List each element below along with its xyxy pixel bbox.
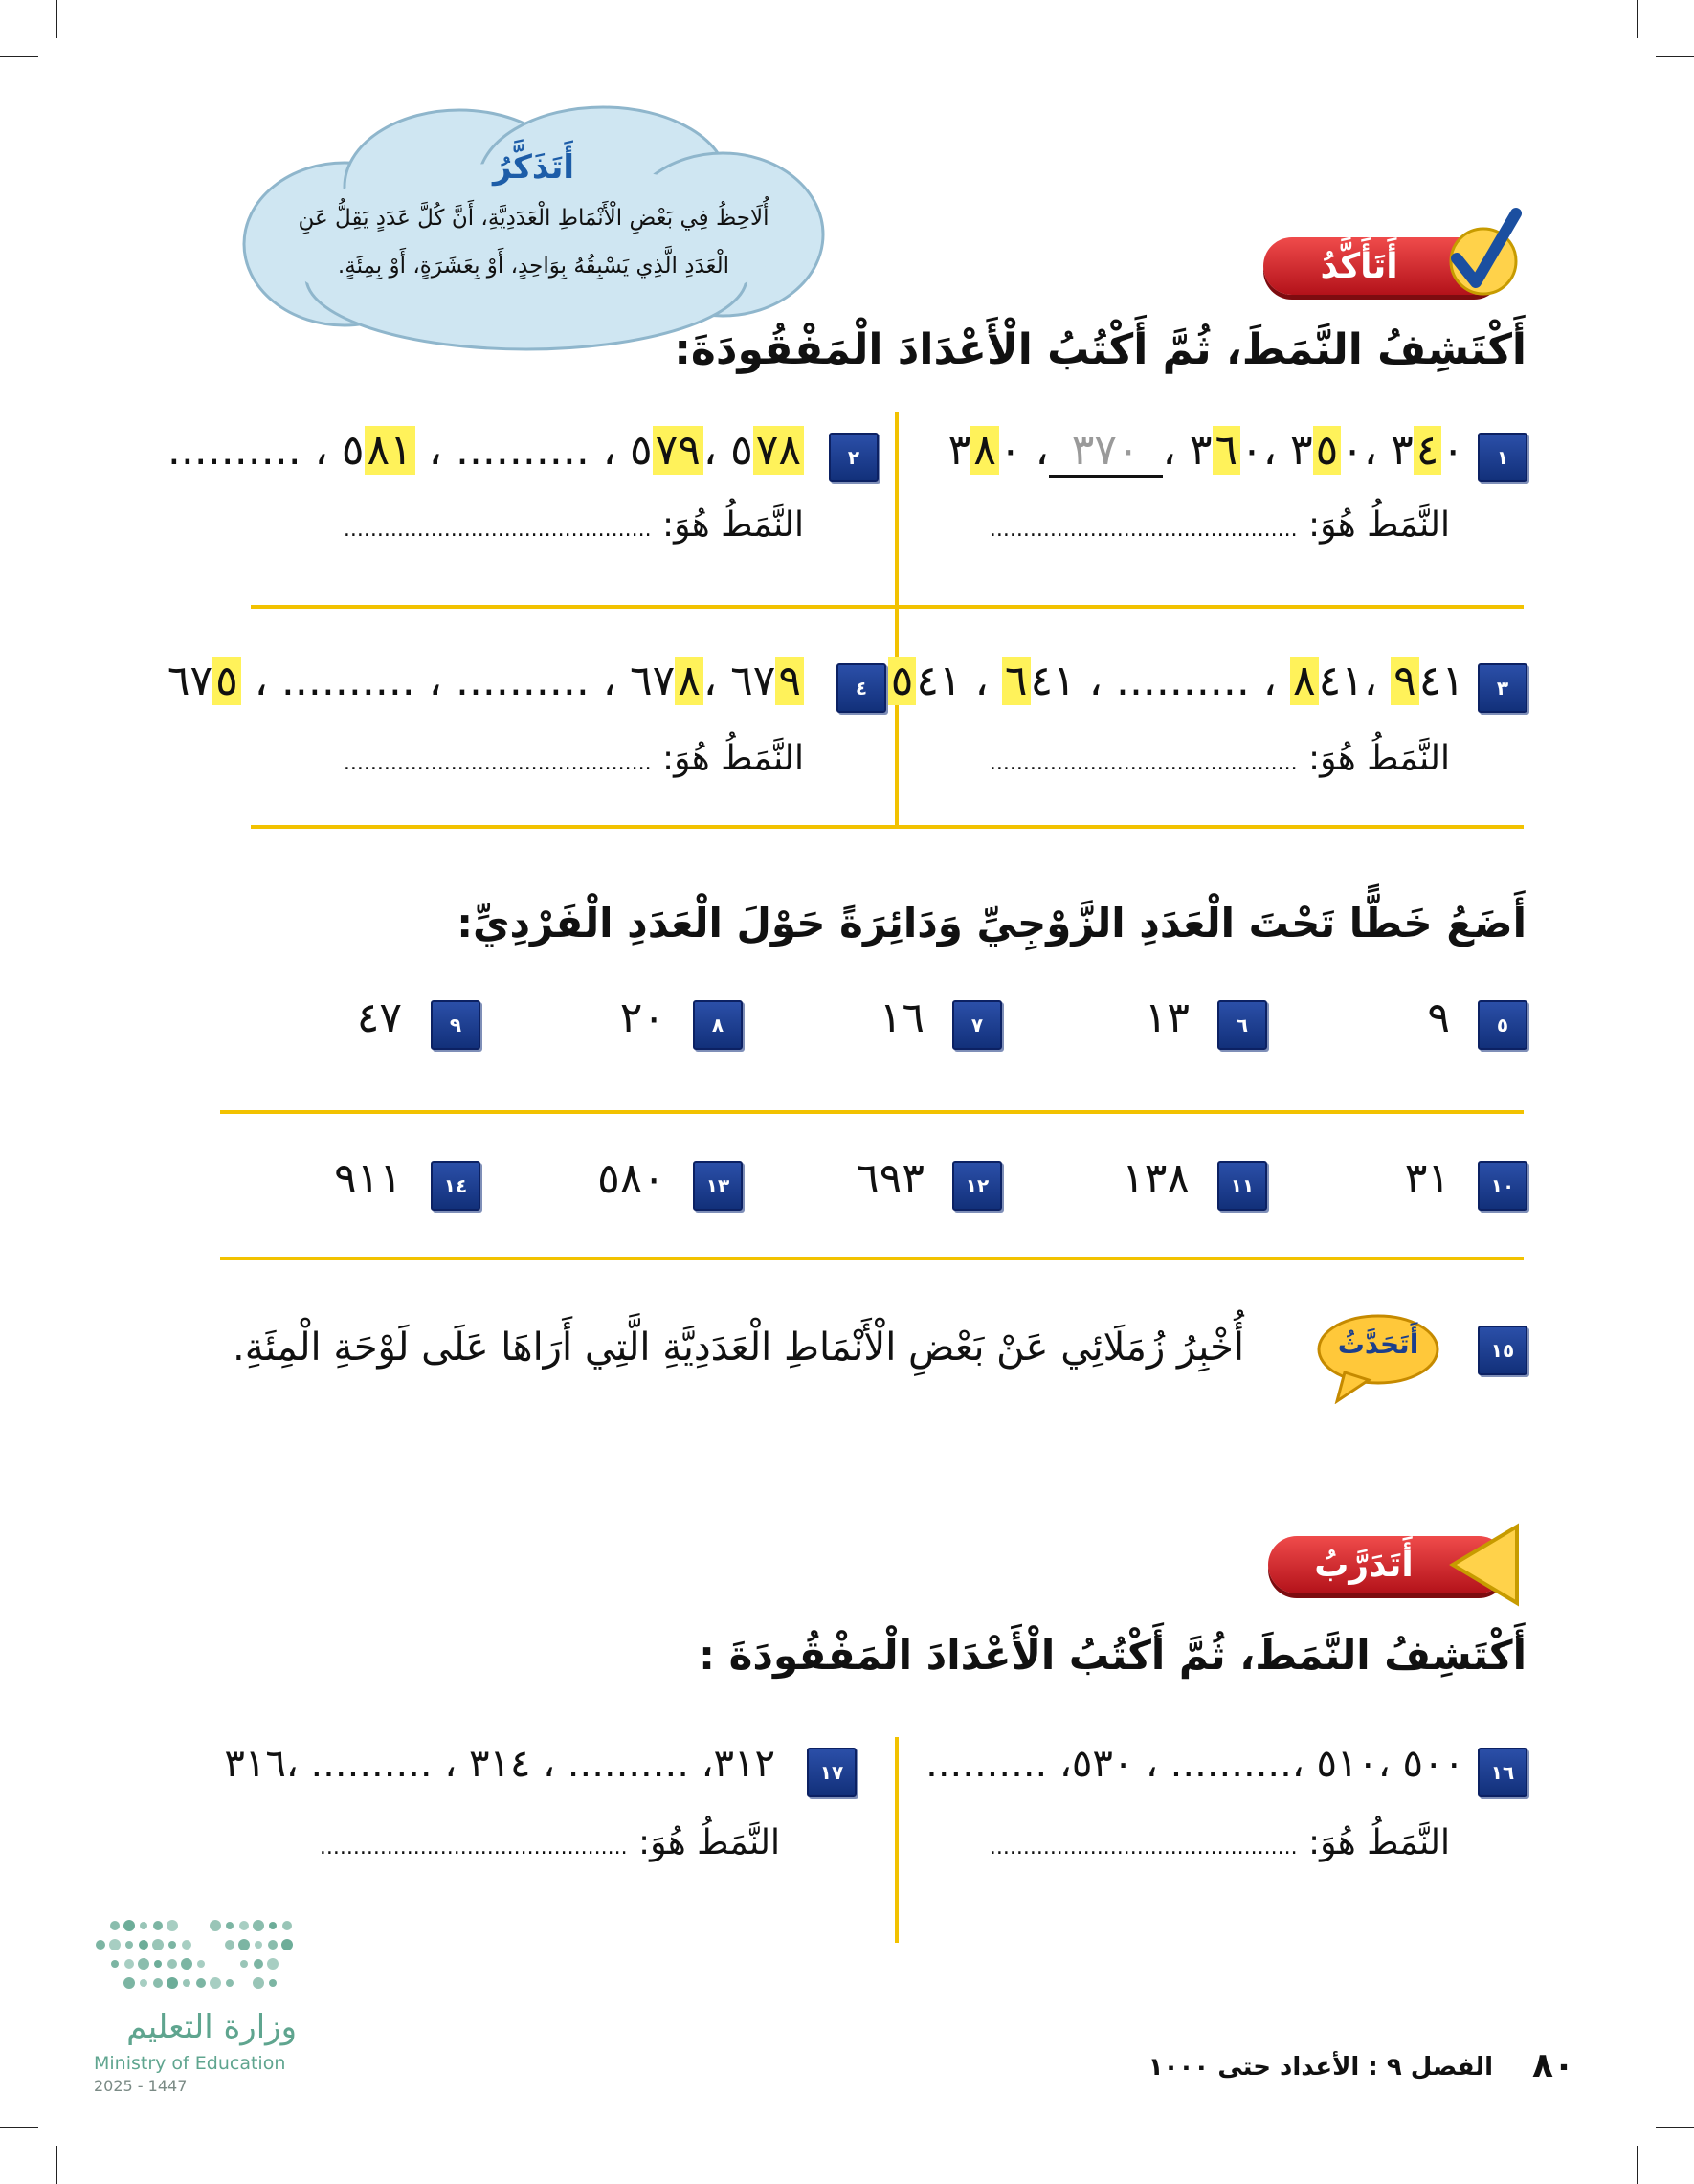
logo-dot bbox=[181, 1958, 192, 1970]
sequence-text: ، .......... ، .......... ، ٦٧ bbox=[167, 657, 630, 705]
highlighted-digit: ٥ bbox=[212, 657, 241, 705]
dotted-answer: ٣٧٠ bbox=[1049, 426, 1163, 478]
logo-dot bbox=[210, 1920, 221, 1931]
logo-dot bbox=[96, 1940, 105, 1950]
remember-title: أَتَذَكَّرُ bbox=[493, 148, 574, 187]
exercise-number: ١٤ bbox=[431, 1161, 480, 1211]
even-odd-instruction: أَضَعُ خَطًّا تَحْتَ الْعَدَدِ الزَّوْجِيِّ وَدَائِرَةً حَوْلَ الْعَدَدِ الْفَرْدِيِّ: bbox=[457, 900, 1527, 947]
exercise-number: ٨ bbox=[693, 1000, 743, 1050]
logo-dot bbox=[269, 1922, 277, 1929]
highlighted-digit: ٤ bbox=[1414, 426, 1442, 475]
sequence-text: ٥ bbox=[730, 426, 753, 475]
remember-box bbox=[239, 100, 828, 354]
crop-mark bbox=[56, 0, 57, 38]
ministry-logo-icon bbox=[91, 1914, 311, 2000]
exercise-number: ٤ bbox=[836, 663, 886, 713]
even-odd-value[interactable]: ٣١ bbox=[1404, 1154, 1450, 1203]
crop-mark bbox=[1656, 2127, 1694, 2128]
logo-dot bbox=[124, 1959, 134, 1969]
sequence-text: ٣ bbox=[1391, 426, 1414, 475]
even-odd-value[interactable]: ٥٨٠ bbox=[597, 1154, 665, 1203]
exercise-4-pattern bbox=[344, 739, 804, 778]
sequence-text: ،٦٧ bbox=[630, 657, 731, 705]
logo-dot bbox=[210, 1977, 221, 1989]
logo-dot bbox=[167, 1959, 177, 1969]
logo-dot bbox=[125, 1941, 133, 1949]
even-odd-value[interactable]: ٩ bbox=[1427, 993, 1450, 1042]
highlighted-digit: ٥ bbox=[1313, 426, 1342, 475]
highlighted-digit: ٦ bbox=[1213, 426, 1241, 475]
logo-dot bbox=[140, 1979, 147, 1987]
crop-mark bbox=[0, 56, 38, 57]
exercise-3-sequence bbox=[888, 657, 1464, 705]
talk-bubble bbox=[1316, 1313, 1440, 1385]
exercise-number: ١٢ bbox=[952, 1161, 1002, 1211]
highlighted-digit: ٧٨ bbox=[753, 426, 804, 475]
exercise-number: ٩ bbox=[431, 1000, 480, 1050]
exercise-number: ٣ bbox=[1478, 663, 1527, 713]
page-number: ٨٠ bbox=[1532, 2046, 1574, 2085]
logo-dot bbox=[282, 1921, 292, 1930]
pattern-label: النَّمَطُ هُوَ: bbox=[1308, 739, 1450, 778]
sequence-text: ٣ bbox=[1289, 426, 1313, 475]
ministry-name-ar: وزارة التعليم bbox=[126, 2008, 297, 2046]
logo-dot bbox=[253, 1977, 264, 1989]
exercise-number: ١٦ bbox=[1478, 1748, 1527, 1797]
exercise-4-sequence bbox=[167, 657, 804, 705]
logo-dot bbox=[140, 1922, 147, 1929]
pattern-label: النَّمَطُ هُوَ: bbox=[662, 505, 804, 545]
practice-divider-vertical bbox=[895, 1737, 899, 1943]
practice-banner-label: أَتَدَرَّبُ bbox=[1314, 1545, 1414, 1585]
logo-dot bbox=[226, 1922, 234, 1929]
logo-dot bbox=[123, 1977, 135, 1989]
highlighted-digit: ٥ bbox=[888, 657, 917, 705]
sequence-text: ٠ ، bbox=[1363, 426, 1464, 475]
exercise-16-sequence: ٥٠٠ ،٥١٠ ،.......... ، ٥٣٠، .......... bbox=[925, 1742, 1464, 1786]
exercise-2-pattern bbox=[344, 505, 804, 545]
exercise-number: ١٣ bbox=[693, 1161, 743, 1211]
exercise-number: ٦ bbox=[1217, 1000, 1267, 1050]
crop-mark bbox=[56, 2146, 57, 2184]
exercise-16-pattern bbox=[990, 1823, 1450, 1862]
practice-instruction: أَكْتَشِفُ النَّمَطَ، ثُمَّ أَكْتُبُ الْأَعْدَادَ الْمَفْقُودَةَ : bbox=[699, 1632, 1527, 1679]
highlighted-digit: ٦ bbox=[1002, 657, 1031, 705]
sequence-text: ، ٣ bbox=[947, 426, 1049, 475]
logo-dot bbox=[267, 1958, 279, 1970]
even-odd-value[interactable]: ١٦ bbox=[879, 993, 925, 1042]
pattern-answer-line[interactable]: .............................................. bbox=[989, 1836, 1298, 1860]
pattern-label: النَّمَطُ هُوَ: bbox=[638, 1823, 780, 1862]
logo-dot bbox=[153, 1921, 163, 1930]
crop-mark bbox=[1637, 0, 1638, 38]
sequence-text: ،٥ bbox=[630, 426, 731, 475]
check-banner-label: أَتَأَكَّدُ bbox=[1320, 246, 1398, 286]
exercise-1-pattern bbox=[990, 505, 1450, 545]
highlighted-digit: ٨١ bbox=[365, 426, 415, 475]
talk-text: أُخْبِرُ زُمَلَائِي عَنْ بَعْضِ الْأَنْمَاطِ الْعَدَدِيَّةِ الَّتِي أَرَاهَا عَلَى لَوْحَةِ الْمِئَةِ. bbox=[233, 1326, 1244, 1370]
highlighted-digit: ٩ bbox=[1391, 657, 1419, 705]
logo-dot bbox=[238, 1939, 250, 1950]
sequence-text: ٤١ ، bbox=[1363, 657, 1464, 705]
even-odd-value[interactable]: ١٣ bbox=[1144, 993, 1190, 1042]
pattern-answer-line[interactable]: .............................................. bbox=[319, 1836, 628, 1860]
grid-divider-vertical bbox=[895, 412, 899, 828]
logo-dot bbox=[240, 1960, 248, 1968]
logo-dot bbox=[139, 1940, 148, 1950]
crop-mark bbox=[1656, 56, 1694, 57]
sequence-text: ٣ bbox=[1189, 426, 1213, 475]
logo-dot bbox=[110, 1921, 120, 1930]
exercise-number: ٧ bbox=[952, 1000, 1002, 1050]
sequence-text: ٤١ ، .......... ، bbox=[1075, 657, 1364, 705]
crop-mark bbox=[0, 2127, 38, 2128]
pattern-answer-line[interactable]: .............................................. bbox=[989, 751, 1298, 775]
exercise-17-pattern bbox=[320, 1823, 780, 1862]
logo-dot bbox=[225, 1940, 234, 1950]
sequence-text: ٦٧ bbox=[730, 657, 776, 705]
exercise-number: ١ bbox=[1478, 433, 1527, 482]
logo-dot bbox=[153, 1978, 163, 1988]
logo-dot bbox=[254, 1959, 263, 1969]
crop-mark bbox=[1637, 2146, 1638, 2184]
exercise-number: ١٧ bbox=[807, 1748, 857, 1797]
sequence-text: ، .......... ، ٥ bbox=[341, 426, 630, 475]
logo-dot bbox=[111, 1960, 119, 1968]
ministry-logo bbox=[91, 1914, 311, 2106]
highlighted-digit: ٨ bbox=[1290, 657, 1319, 705]
pattern-label: النَّمَطُ هُوَ: bbox=[1308, 505, 1450, 545]
row-divider bbox=[220, 1257, 1524, 1260]
exercise-2-sequence bbox=[167, 426, 804, 475]
pattern-label: النَّمَطُ هُوَ: bbox=[662, 739, 804, 778]
sequence-text: ٠ ، bbox=[1162, 426, 1263, 475]
sequence-text: ٤١ ، bbox=[961, 657, 1076, 705]
even-odd-value[interactable]: ٦٩٣ bbox=[857, 1154, 925, 1203]
logo-dot bbox=[168, 1941, 176, 1949]
logo-dot bbox=[138, 1958, 149, 1970]
grid-divider bbox=[251, 605, 1524, 609]
logo-dot bbox=[152, 1939, 164, 1950]
check-instruction: أَكْتَشِفُ النَّمَطَ، ثُمَّ أَكْتُبُ الْأَعْدَادَ الْمَفْقُودَةَ: bbox=[674, 325, 1527, 374]
remember-text-line2: الْعَدَدِ الَّذِي يَسْبِقُهُ بِوَاحِدٍ، أَوْ بِعَشَرَةٍ، أَوْ بِمِئَةٍ. bbox=[337, 254, 730, 279]
logo-dot bbox=[154, 1960, 162, 1968]
exercise-number: ١١ bbox=[1217, 1161, 1267, 1211]
logo-dot bbox=[183, 1979, 190, 1987]
logo-dot bbox=[109, 1939, 121, 1950]
exercise-number: ٥ bbox=[1478, 1000, 1527, 1050]
logo-dot bbox=[268, 1940, 278, 1950]
even-odd-value[interactable]: ٩١١ bbox=[334, 1154, 402, 1203]
remember-text-line1: أُلَاحِظُ فِي بَعْضِ الْأَنْمَاطِ الْعَدَدِيَّةِ، أَنَّ كُلَّ عَدَدٍ يَقِلُّ عَنِ bbox=[298, 206, 769, 231]
sequence-text: ٠ bbox=[998, 426, 1022, 475]
logo-dot bbox=[197, 1960, 205, 1968]
logo-dot bbox=[182, 1940, 191, 1950]
pattern-answer-line[interactable]: .............................................. bbox=[343, 751, 652, 775]
row-divider bbox=[220, 1110, 1524, 1114]
triangle-icon bbox=[1445, 1522, 1522, 1608]
logo-dot bbox=[255, 1941, 262, 1949]
even-odd-value[interactable]: ٢٠ bbox=[619, 993, 665, 1042]
logo-dot bbox=[123, 1920, 135, 1931]
sequence-text: ٤١ bbox=[916, 657, 962, 705]
ministry-name-en: Ministry of Education bbox=[94, 2053, 286, 2074]
ministry-year: 2025 - 1447 bbox=[94, 2077, 188, 2095]
logo-dot bbox=[196, 1978, 206, 1988]
chapter-title: الفصل ٩ : الأعداد حتى ١٠٠٠ bbox=[1148, 2053, 1493, 2082]
highlighted-digit: ٨ bbox=[675, 657, 703, 705]
logo-dot bbox=[226, 1979, 234, 1987]
pattern-answer-line[interactable]: .............................................. bbox=[343, 518, 652, 542]
highlighted-digit: ٨ bbox=[970, 426, 999, 475]
logo-dot bbox=[253, 1920, 264, 1931]
exercise-1-sequence bbox=[948, 426, 1464, 475]
even-odd-value[interactable]: ١٣٨ bbox=[1122, 1154, 1190, 1203]
exercise-number: ١٠ bbox=[1478, 1161, 1527, 1211]
exercise-number: ٢ bbox=[829, 433, 879, 482]
even-odd-value[interactable]: ٤٧ bbox=[356, 993, 402, 1042]
exercise-number: ١٥ bbox=[1478, 1326, 1527, 1375]
logo-dot bbox=[167, 1977, 178, 1989]
logo-dot bbox=[269, 1979, 277, 1987]
exercise-3-pattern bbox=[990, 739, 1450, 778]
sequence-text: ٠ ، bbox=[1262, 426, 1364, 475]
logo-dot bbox=[281, 1939, 293, 1950]
pattern-label: النَّمَطُ هُوَ: bbox=[1308, 1823, 1450, 1862]
highlighted-digit: ٧٩ bbox=[653, 426, 703, 475]
exercise-17-sequence: ٣١٢، .......... ، ٣١٤ ، .......... ،٣١٦ bbox=[224, 1742, 775, 1786]
sequence-text: ، .......... bbox=[167, 426, 342, 475]
logo-dot bbox=[167, 1920, 178, 1931]
checkmark-icon bbox=[1445, 206, 1522, 301]
grid-divider bbox=[251, 825, 1524, 829]
talk-bubble-label: أَتَحَدَّثُ bbox=[1337, 1328, 1419, 1360]
logo-dot bbox=[239, 1921, 249, 1930]
pattern-answer-line[interactable]: .............................................. bbox=[989, 518, 1298, 542]
highlighted-digit: ٩ bbox=[775, 657, 804, 705]
